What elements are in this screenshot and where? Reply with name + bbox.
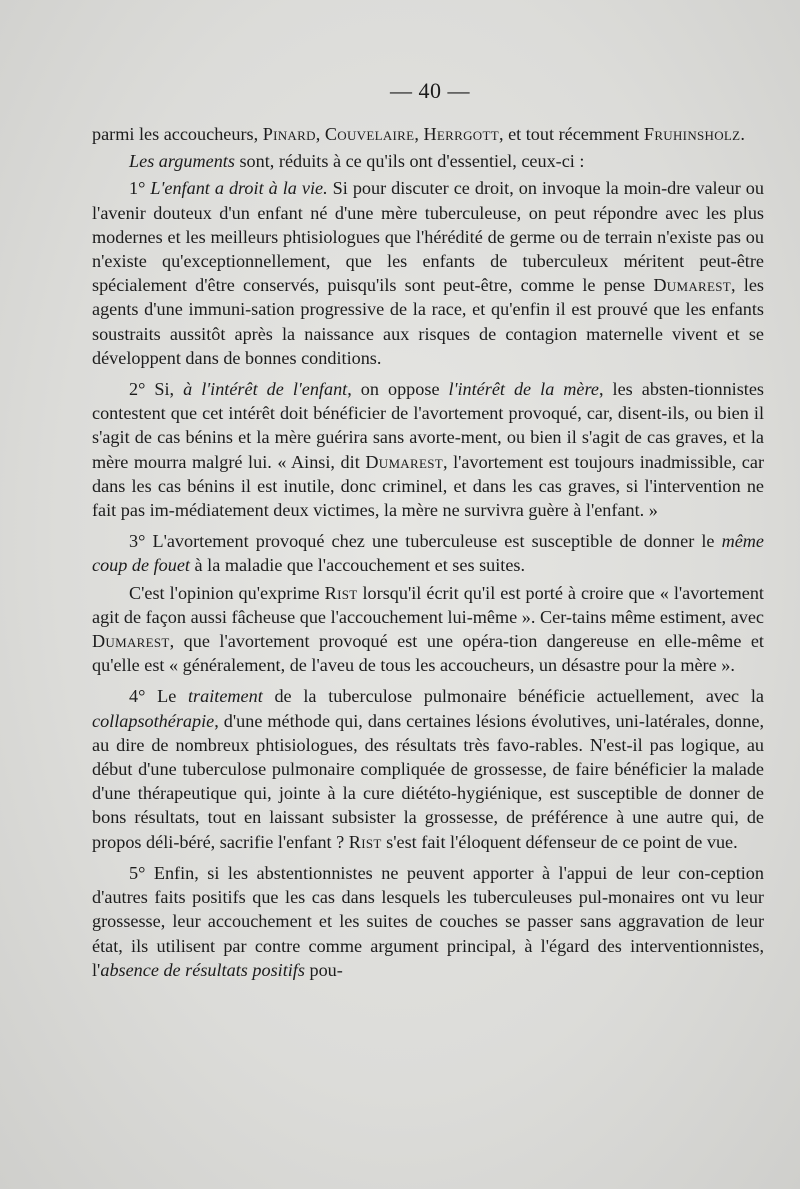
paragraph-argument-1 [92,176,764,370]
text-run: parmi les accoucheurs, [92,124,263,144]
text-run: , les agents d'une immuni-sation progressive de la race, et qu'enfin il est prouvé que les enfants soustraits aussitôt après la naissance aux risques de contagion maternelle vivent et se développent dans de bonnes conditions. [92,275,764,368]
body-text [92,122,764,985]
text-run: C'est l'opinion qu'exprime [129,582,325,603]
italic-phrase: à l'intérêt de l'enfant [183,379,348,400]
text-run: lorsqu'il écrit qu'il est porté à croire que « l'avortement agit de façon aussi fâcheuse que l'accouchement lui-même ». Cer-tains même estiment, avec [92,582,764,627]
author-name: Fruhinsholz [643,124,741,144]
paragraph-argument-5 [92,861,764,982]
author-name: Pinard [262,124,316,144]
page-number: — 40 — [390,78,470,103]
italic-phrase: L'enfant a droit à la vie. [150,178,328,199]
text-run: , on oppose [347,379,449,400]
italic-phrase: traitement [187,686,263,707]
text-run: pou- [304,959,343,980]
paragraph-continuation [92,122,764,146]
paragraph-argument-3 [92,529,764,577]
text-run: , d'une méthode qui, dans certaines lésions évolutives, uni-latérales, donne, au dire de nombreux phtisiologues, des résultats très favo-rables. N'est-il pas logique, au début d'une tuberculose pulmonaire compliquée de grossesse, de faire bénéficier la malade d'une thérapeutique qui, jointe à la cure diététo-hygiénique, est susceptible de donner de bons résultats, tout en laissant subsister la grossesse, de préférence à une autre qui, de propos déli-béré, sacrifie l'enfant ? [92,710,764,852]
paragraph-argument-2 [92,377,764,522]
author-name: Herrgott [423,124,499,144]
text-run: , l'avortement est toujours inadmissible, car dans les cas bénins il est inutile, donc criminel, et dans les cas graves, si l'intervention ne fait pas im-médiatement deux victimes, la mère ne survivra guère à l'enfant. » [92,451,765,521]
text-run: 4° Le [129,686,188,707]
text-run: , les absten-tionnistes contestent que cet intérêt doit bénéficier de l'avortement provoqué, car, disent-ils, ou bien il s'agit de cas bénins et la mère guérira sans avorte-ment, ou bien il s'agit de cas graves, et la mère mourra malgré lui. « Ainsi, dit [92,379,764,472]
text-run: , [414,124,424,144]
text-run: 1° [129,178,151,199]
paragraph-argument-4 [92,684,764,853]
text-run: , que l'avortement provoqué est une opéra-tion dangereuse en elle-même et qu'elle est « généralement, de l'aveu de tous les accoucheurs, un désastre pour la mère ». [92,631,764,676]
italic-phrase: l'intérêt de la mère [448,379,599,400]
author-name: Rist [324,582,358,603]
paragraph-rist-opinion [92,581,764,678]
text-run: . [740,124,745,144]
text-run: s'est fait l'éloquent défenseur de ce point de vue. [381,831,738,852]
text-run: 2° Si, [129,379,184,400]
italic-phrase: collapsothérapie [92,710,215,731]
text-run: 5° Enfin, si les abstentionnistes ne peuvent apporter à l'appui de leur con-ception d'autres faits positifs que les cas dans lesquels les tuberculeuses pul-monaires ont vu leur grossesse, leur accouchement et les suites de couches se passer sans aggravation de leur état, ils utilisent par contre comme argument principal, à l'égard des interventionnistes, l' [92,862,764,980]
author-name: Dumarest [653,275,732,296]
italic-phrase: même coup de fouet [92,531,764,576]
italic-phrase: absence de résultats positifs [100,959,305,980]
paragraph-arguments-intro [92,149,764,173]
author-name: Couvelaire [324,124,415,144]
text-run: , et tout récemment [498,124,644,144]
text-run: Si pour discuter ce droit, on invoque la moin-dre valeur ou l'avenir douteux d'un enfant né d'une mère tuberculeuse, on peut répondre avec les plus modernes et les meilleurs phtisiologues que l'hérédité de germe ou de terrain n'existe pas ou n'existe qu'exceptionnellement, que les enfants de tuberculeux méritent peut-être spécialement d'être conservés, puisqu'ils sont peut-être, comme le pense [92,178,764,296]
italic-phrase: Les arguments [129,151,235,172]
author-name: Rist [348,831,382,852]
text-run: de la tuberculose pulmonaire bénéficie actuellement, avec la [262,686,764,707]
author-name: Dumarest [365,451,443,472]
text-run: , [315,124,325,144]
author-name: Dumarest [92,631,170,652]
text-run: 3° L'avortement provoqué chez une tuberculeuse est susceptible de donner le [129,531,722,552]
text-run: sont, réduits à ce qu'ils ont d'essentiel, ceux-ci : [234,151,585,172]
text-run: à la maladie que l'accouchement et ses suites. [189,555,526,576]
